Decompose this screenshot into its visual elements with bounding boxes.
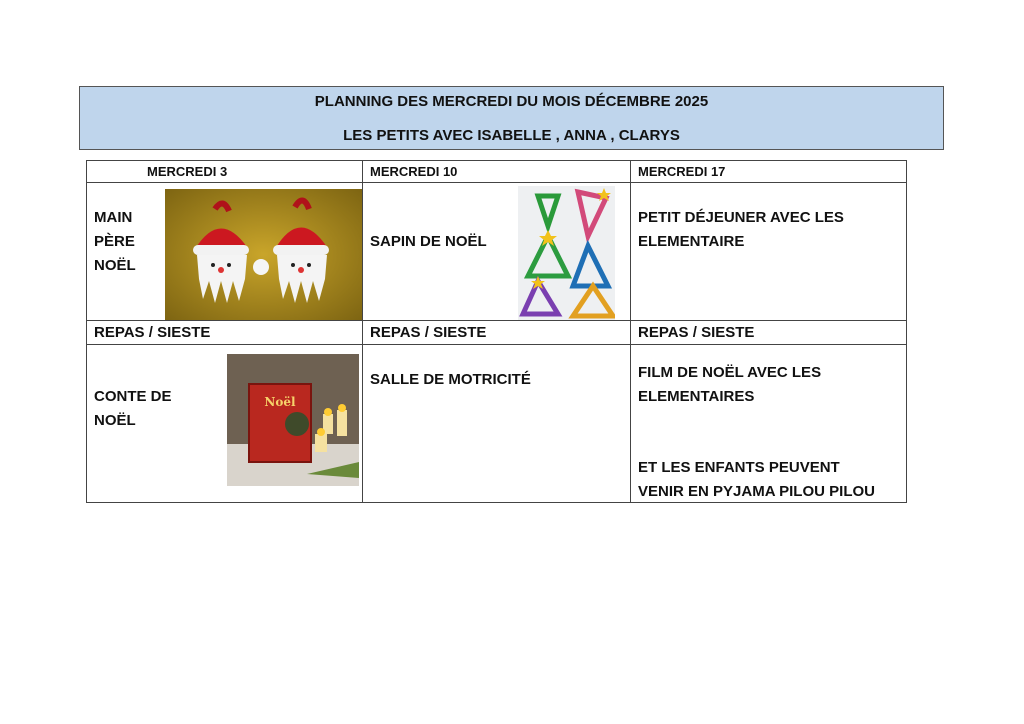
page-title: PLANNING DES MERCREDI DU MOIS DÉCEMBRE 2025 — [314, 93, 709, 110]
day-header-cell — [363, 161, 631, 183]
santa-hands-image — [165, 189, 362, 320]
table-row-meal — [87, 321, 907, 345]
christmas-book-image — [227, 354, 359, 486]
table-row-afternoon — [87, 345, 907, 503]
day-label: MERCREDI 17 — [638, 164, 726, 179]
activity-text — [370, 230, 487, 254]
activity-cell — [87, 345, 363, 503]
activity-note — [638, 456, 875, 504]
activity-text — [370, 368, 531, 392]
meal-cell — [631, 321, 907, 345]
activity-text — [638, 361, 821, 409]
planning-table — [86, 160, 907, 503]
activity-line: VENIR EN PYJAMA PILOU PILOU — [638, 483, 875, 500]
activity-cell — [363, 345, 631, 503]
day-header-cell — [631, 161, 907, 183]
meal-label: REPAS / SIESTE — [638, 324, 755, 341]
page-subtitle: LES PETITS AVEC ISABELLE , ANNA , CLARYS — [343, 127, 680, 144]
activity-line: MAIN — [94, 209, 133, 226]
activity-cell — [631, 183, 907, 321]
activity-line: PÈRE — [94, 233, 135, 250]
book-cover-title: Noël — [264, 395, 296, 409]
activity-line: SALLE DE MOTRICITÉ — [370, 371, 531, 388]
day-header-cell — [87, 161, 363, 183]
activity-line: PETIT DÉJEUNER AVEC LES — [638, 209, 844, 226]
table-row-days — [87, 161, 907, 183]
christmas-tree-crafts-image — [518, 186, 615, 320]
meal-cell — [87, 321, 363, 345]
meal-cell — [363, 321, 631, 345]
activity-line: SAPIN DE NOËL — [370, 233, 487, 250]
activity-line: NOËL — [94, 257, 136, 274]
meal-label: REPAS / SIESTE — [94, 324, 211, 341]
activity-text — [94, 206, 136, 278]
activity-cell — [631, 345, 907, 503]
activity-line: ET LES ENFANTS PEUVENT — [638, 459, 840, 476]
activity-line: CONTE DE — [94, 388, 172, 405]
activity-line: NOËL — [94, 412, 136, 429]
activity-line: ELEMENTAIRES — [638, 388, 755, 405]
activity-line: ELEMENTAIRE — [638, 233, 745, 250]
activity-text — [638, 206, 844, 254]
activity-line: FILM DE NOËL AVEC LES — [638, 364, 822, 381]
header-banner — [79, 86, 944, 150]
activity-cell — [87, 183, 363, 321]
activity-text — [94, 385, 172, 433]
activity-cell — [363, 183, 631, 321]
day-label: MERCREDI 3 — [147, 164, 228, 179]
table-row-morning — [87, 183, 907, 321]
meal-label: REPAS / SIESTE — [370, 324, 487, 341]
day-label: MERCREDI 10 — [370, 164, 458, 179]
